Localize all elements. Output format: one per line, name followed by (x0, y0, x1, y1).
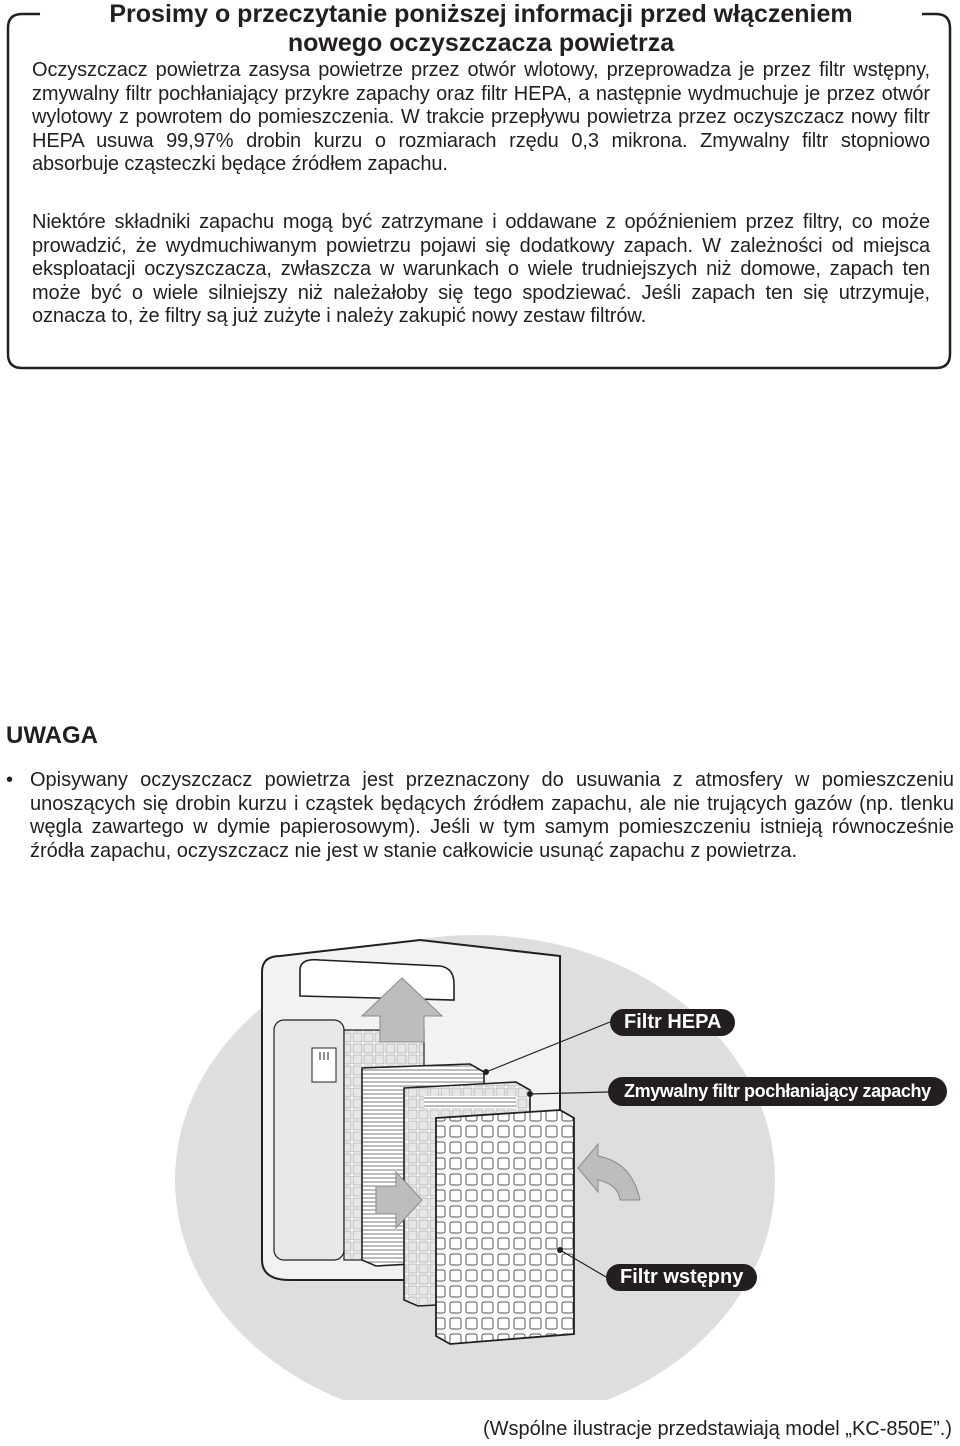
warning-text: Opisywany oczyszczacz powietrza jest przeznaczony do usuwania z atmosfery w pomieszczeniu unoszących się drobin kurzu i cząstek będących źródłem zapachu, ale nie trujących gazów (np. tlenku węgla zawartego w dymie papierosowym). Jeśli w tym samym pomieszczeniu istnieją równocześnie źródła zapachu, oczyszczacz nie jest w stanie całkowicie usunąć zapachu z powietrza. (30, 769, 954, 862)
air-purifier-exploded-view-icon (0, 900, 960, 1400)
notice-box (6, 0, 952, 370)
filter-illustration (0, 900, 960, 1400)
label-washable-odor-filter: Zmywalny filtr pochłaniający zapachy (608, 1077, 947, 1106)
bullet: • (6, 769, 14, 791)
notice-title-line1: Prosimy o przeczytanie poniższej informacji przed włączeniem (109, 0, 853, 28)
label-pre-filter: Filtr wstępny (606, 1264, 757, 1291)
label-hepa-filter: Filtr HEPA (610, 1009, 735, 1036)
notice-paragraph-2: Niektóre składniki zapachu mogą być zatrzymane i oddawane z opóźnieniem przez filtry, co może prowadzić, że wydmuchiwanym powietrzu pojawi się dodatkowy zapach. W zależności od miejsca eksploatacji oczyszczacza, zwłaszcza w warunkach o wiele trudniejszych niż domowe, zapach ten może być o wiele silniejszy niż należałoby się tego spodziewać. Jeśli zapach ten się utrzymuje, oznacza to, że filtry są już zużyte i należy zakupić nowy zestaw filtrów. (32, 211, 930, 328)
notice-title (46, 0, 916, 58)
warning-heading: UWAGA (6, 722, 98, 749)
notice-paragraph-1: Oczyszczacz powietrza zasysa powietrze przez otwór wlotowy, przeprowadza je przez filtr wstępny, zmywalny filtr pochłaniający przykre zapachy oraz filtr HEPA, a następnie wydmuchuje je przez otwór wylotowy z powrotem do pomieszczenia. W trakcie przepływu powietrza przez oczyszczacz nowy filtr HEPA usuwa 99,97% drobin kurzu o rozmiarach rzędu 0,3 mikrona. Zmywalny filtr stopniowo absorbuje cząsteczki będące źródłem zapachu. (32, 59, 930, 176)
notice-title-line2: nowego oczyszczacza powietrza (287, 29, 675, 57)
illustration-caption: (Wspólne ilustracje przedstawiają model „KC-850E”.) (482, 1418, 952, 1440)
